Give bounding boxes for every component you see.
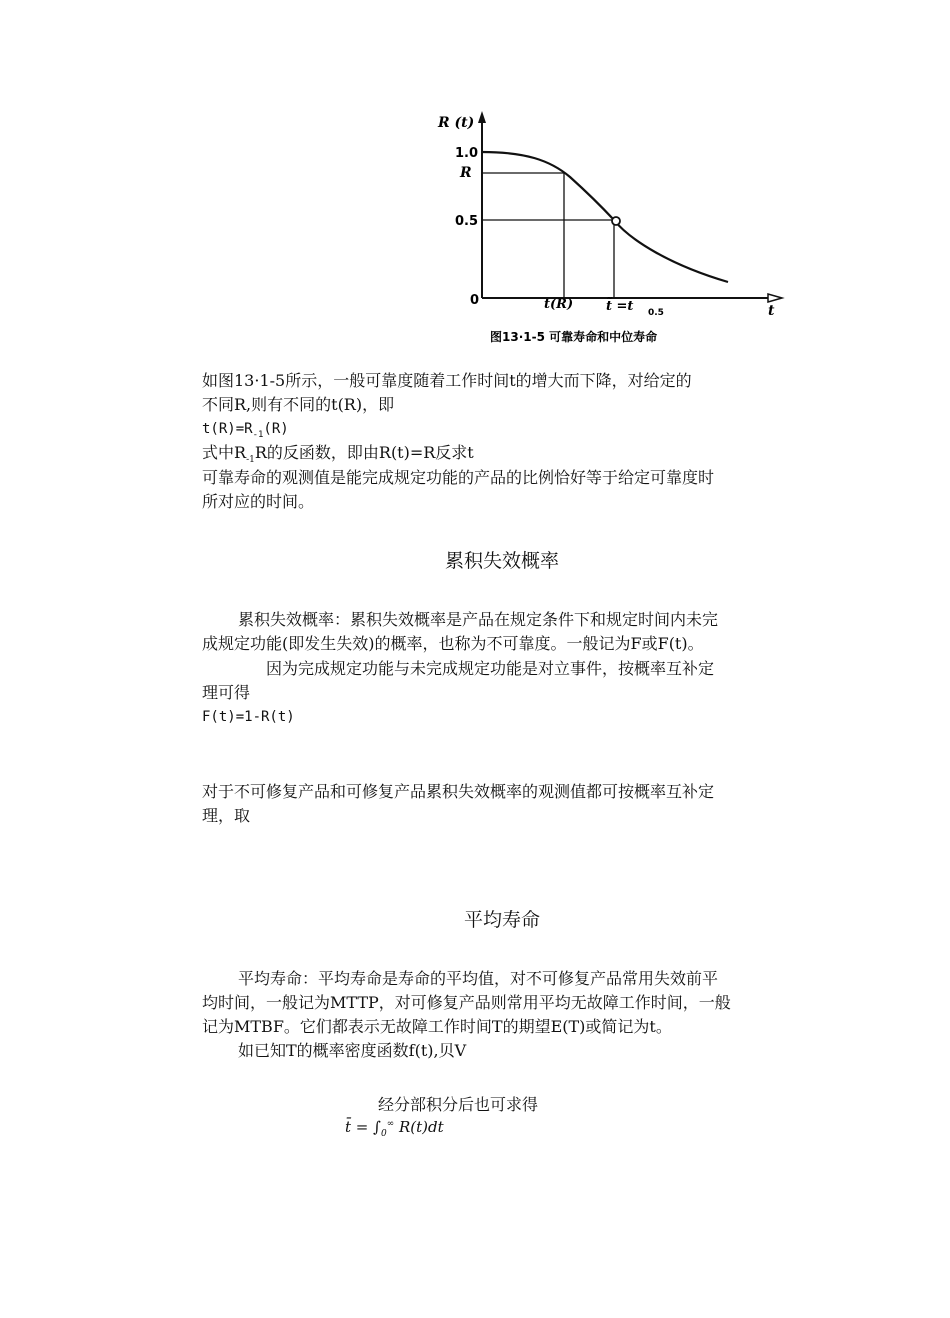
section-heading: 累积失效概率 [444, 550, 559, 572]
y-axis-arrow [478, 111, 486, 123]
figure-caption: 图13·1-5 可靠寿命和中位寿命 [490, 330, 658, 344]
paragraph-line: 对于不可修复产品和可修复产品累积失效概率的观测值都可按概率互补定 [202, 782, 715, 801]
reliability-curve [482, 152, 728, 282]
x-axis-label: t [768, 303, 775, 319]
paragraph-line: 因为完成规定功能与未完成规定功能是对立事件，按概率互补定 [266, 659, 715, 678]
inverse-formula: $t(R)=R_{-1}(R)$ [202, 421, 289, 440]
paragraph-line: 均时间，一般记为MTTP，对可修复产品则常用平均无故障工作时间，一般 [202, 993, 731, 1012]
complement-formula: F(t)=1-R(t) [202, 709, 295, 725]
paragraph-line: 不同R,则有不同的t(R)，即 [202, 395, 395, 414]
y-tick-half: 0.5 [455, 214, 479, 229]
reliability-curve-chart [430, 105, 790, 350]
x-tick-median-sub: 0.5 [648, 308, 664, 318]
section-heading: 平均寿命 [463, 909, 540, 931]
y-tick-r: R [460, 165, 472, 181]
paragraph-line: 所对应的时间。 [202, 492, 315, 511]
mean-life-formula: t̄ = $\int_0^\infty$ R(t)dt [345, 1118, 444, 1139]
x-axis-arrow [768, 294, 782, 302]
paragraph-line: 理可得 [202, 683, 251, 702]
paragraph-line: 可靠寿命的观测值是能完成规定功能的产品的比例恰好等于给定可靠度时 [202, 468, 715, 487]
paragraph-line: 式中$R_{-1}R$的反函数，即由R(t)=R反求t [202, 443, 474, 466]
paragraph-line: 平均寿命：平均寿命是寿命的平均值，对不可修复产品常用失效前平 [238, 969, 719, 988]
y-tick-1: 1.0 [455, 146, 479, 161]
paragraph-line: 累积失效概率：累积失效概率是产品在规定条件下和规定时间内未完 [238, 610, 719, 629]
median-point [612, 217, 620, 225]
paragraph-line: 成规定功能(即发生失效)的概率，也称为不可靠度。一般记为F或F(t)。 [202, 634, 704, 653]
paragraph-line: 记为MTBF。它们都表示无故障工作时间T的期望E(T)或简记为t。 [202, 1017, 672, 1036]
reliability-figure [430, 105, 790, 350]
origin-label: 0 [470, 293, 480, 308]
paragraph-line: 如图13·1-5所示，一般可靠度随着工作时间t的增大而下降，对给定的 [202, 371, 692, 390]
paragraph-line: 经分部积分后也可求得 [378, 1095, 539, 1114]
y-axis-label: R (t) [438, 115, 475, 131]
paragraph-line: 如已知T的概率密度函数f(t),贝V [238, 1041, 467, 1060]
paragraph-line: 理，取 [202, 806, 251, 825]
x-tick-median: t̃ =t [606, 299, 634, 314]
x-tick-t-r: t(R) [544, 297, 574, 312]
